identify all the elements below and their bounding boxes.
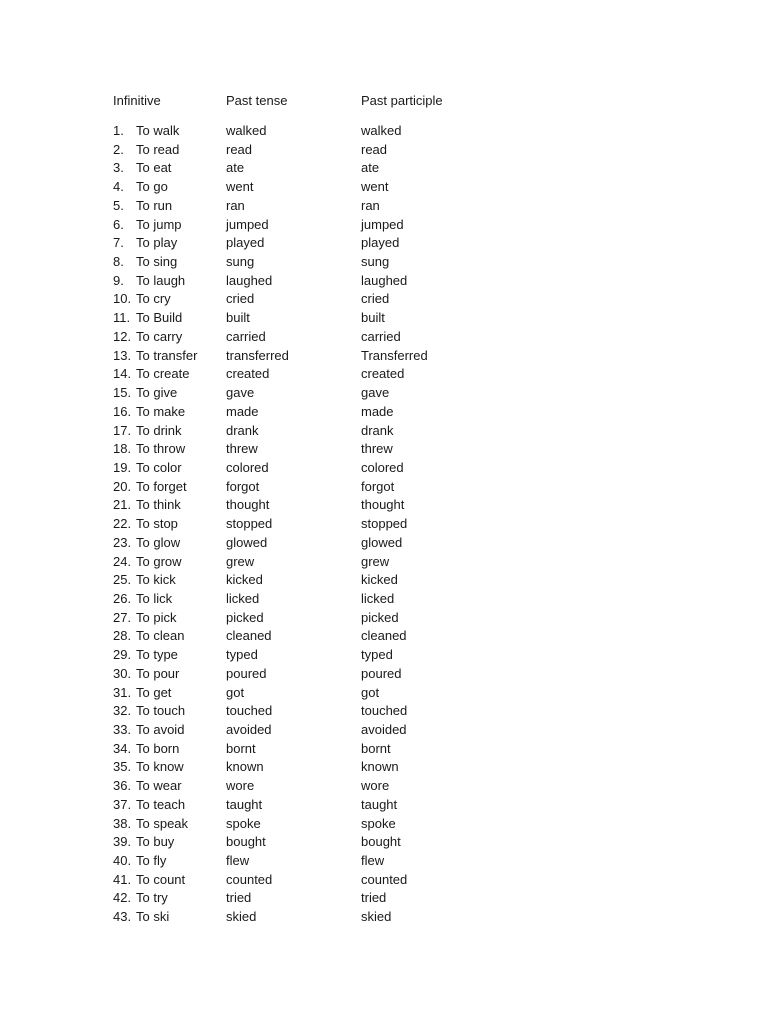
row-number: 15.: [113, 385, 132, 401]
table-row: [113, 590, 513, 609]
infinitive-cell: To drink: [136, 422, 182, 438]
table-row: [113, 889, 513, 908]
infinitive-cell: To grow: [136, 553, 182, 569]
table-row: [113, 908, 513, 927]
table-row: [113, 815, 513, 834]
row-number: 14.: [113, 366, 132, 382]
past-tense-cell: cried: [226, 291, 255, 307]
infinitive-cell: To buy: [136, 834, 175, 850]
table-row: [113, 328, 513, 347]
past-tense-cell: cleaned: [226, 628, 272, 644]
infinitive-cell: To jump: [136, 216, 182, 232]
table-row: [113, 440, 513, 459]
table-row: [113, 478, 513, 497]
infinitive-cell: To run: [136, 197, 173, 213]
row-number: 37.: [113, 796, 132, 812]
past-tense-cell: forgot: [226, 478, 260, 494]
row-number: 22.: [113, 516, 132, 532]
table-row: [113, 197, 513, 216]
past-tense-cell: jumped: [226, 216, 269, 232]
past-tense-cell: spoke: [226, 815, 261, 831]
row-number: 4.: [113, 179, 124, 195]
past-participle-cell: spoke: [361, 815, 396, 831]
past-participle-cell: picked: [361, 609, 399, 625]
row-number: 26.: [113, 590, 132, 606]
past-participle-cell: licked: [361, 590, 395, 606]
table-row: [113, 609, 513, 628]
past-tense-cell: touched: [226, 703, 273, 719]
header-past-tense: Past tense: [226, 93, 288, 108]
past-tense-cell: gave: [226, 385, 255, 401]
past-tense-cell: read: [226, 141, 253, 157]
table-row: [113, 553, 513, 572]
row-number: 23.: [113, 534, 132, 550]
past-participle-cell: ran: [361, 197, 380, 213]
past-participle-cell: cried: [361, 291, 390, 307]
past-tense-cell: stopped: [226, 516, 273, 532]
past-tense-cell: bought: [226, 834, 266, 850]
past-tense-cell: played: [226, 235, 265, 251]
row-number: 32.: [113, 703, 132, 719]
past-participle-cell: built: [361, 310, 385, 326]
row-number: 33.: [113, 722, 132, 737]
past-participle-cell: flew: [361, 853, 385, 869]
past-participle-cell: taught: [361, 796, 398, 812]
past-participle-cell: went: [361, 179, 389, 195]
row-number: 36.: [113, 778, 132, 794]
infinitive-cell: To create: [136, 366, 190, 382]
past-participle-cell: wore: [361, 778, 390, 794]
infinitive-cell: To get: [136, 684, 172, 700]
past-participle-cell: jumped: [361, 216, 404, 232]
infinitive-cell: To clean: [136, 628, 185, 644]
past-tense-cell: carried: [226, 328, 266, 344]
row-number: 27.: [113, 609, 132, 625]
table-row: [113, 216, 513, 235]
past-participle-cell: cleaned: [361, 628, 407, 644]
past-tense-cell: built: [226, 310, 250, 326]
past-tense-cell: flew: [226, 853, 250, 869]
infinitive-cell: To throw: [136, 441, 186, 457]
table-row: [113, 777, 513, 796]
past-tense-cell: sung: [226, 254, 255, 270]
infinitive-cell: To laugh: [136, 272, 186, 288]
past-tense-cell: kicked: [226, 572, 263, 588]
table-row: [113, 833, 513, 852]
past-participle-cell: avoided: [361, 722, 407, 737]
table-row: [113, 496, 513, 515]
table-row: [113, 234, 513, 253]
past-participle-cell: created: [361, 366, 405, 382]
past-tense-cell: got: [226, 684, 245, 700]
row-number: 18.: [113, 441, 132, 457]
row-number: 42.: [113, 890, 132, 906]
past-participle-cell: known: [361, 759, 399, 775]
past-participle-cell: walked: [361, 123, 402, 138]
row-number: 38.: [113, 815, 132, 831]
infinitive-cell: To pick: [136, 609, 177, 625]
row-number: 19.: [113, 459, 132, 475]
infinitive-cell: To pour: [136, 665, 180, 681]
past-tense-cell: poured: [226, 665, 267, 681]
past-tense-cell: threw: [226, 441, 258, 457]
infinitive-cell: To avoid: [136, 722, 185, 737]
infinitive-cell: To give: [136, 385, 178, 401]
past-participle-cell: Transferred: [361, 347, 428, 363]
past-tense-cell: ran: [226, 197, 245, 213]
infinitive-cell: To touch: [136, 703, 186, 719]
row-number: 11.: [113, 310, 131, 326]
row-number: 43.: [113, 909, 132, 925]
past-tense-cell: counted: [226, 871, 273, 887]
row-number: 21.: [113, 497, 132, 513]
table-row: [113, 646, 513, 665]
past-participle-cell: laughed: [361, 272, 408, 288]
past-tense-cell: glowed: [226, 534, 268, 550]
past-tense-cell: colored: [226, 459, 269, 475]
row-number: 17.: [113, 422, 132, 438]
row-number: 24.: [113, 553, 132, 569]
infinitive-cell: To glow: [136, 534, 181, 550]
past-tense-cell: typed: [226, 647, 258, 663]
row-number: 3.: [113, 160, 124, 176]
past-tense-cell: picked: [226, 609, 264, 625]
infinitive-cell: To think: [136, 497, 181, 513]
infinitive-cell: To ski: [136, 909, 170, 925]
table-row: [113, 852, 513, 871]
infinitive-cell: To color: [136, 459, 182, 475]
infinitive-cell: To eat: [136, 160, 172, 176]
past-participle-cell: played: [361, 235, 400, 251]
past-participle-cell: thought: [361, 497, 405, 513]
past-participle-cell: drank: [361, 422, 394, 438]
infinitive-cell: To Build: [136, 310, 183, 326]
infinitive-cell: To read: [136, 141, 180, 157]
infinitive-cell: To transfer: [136, 347, 198, 363]
infinitive-cell: To stop: [136, 516, 178, 532]
row-number: 13.: [113, 347, 132, 363]
past-participle-cell: colored: [361, 459, 404, 475]
table-row: [113, 684, 513, 703]
infinitive-cell: To lick: [136, 590, 173, 606]
past-participle-cell: carried: [361, 328, 401, 344]
infinitive-cell: To cry: [136, 291, 171, 307]
row-number: 41.: [113, 871, 132, 887]
table-row: [113, 384, 513, 403]
row-number: 34.: [113, 740, 132, 756]
past-tense-cell: bornt: [226, 740, 256, 756]
table-row: [113, 571, 513, 590]
row-number: 10.: [113, 291, 132, 307]
table-row: [113, 422, 513, 441]
past-tense-cell: walked: [226, 123, 267, 138]
table-row: [113, 721, 513, 740]
infinitive-cell: To sing: [136, 254, 178, 270]
row-number: 40.: [113, 853, 132, 869]
table-row: [113, 178, 513, 197]
table-row: [113, 534, 513, 553]
past-tense-cell: thought: [226, 497, 270, 513]
row-number: 5.: [113, 197, 124, 213]
row-number: 6.: [113, 216, 124, 232]
past-participle-cell: threw: [361, 441, 393, 457]
table-row: [113, 627, 513, 646]
infinitive-cell: To count: [136, 871, 186, 887]
table-row: [113, 515, 513, 534]
table-row: [113, 272, 513, 291]
past-participle-cell: gave: [361, 385, 390, 401]
row-number: 39.: [113, 834, 132, 850]
infinitive-cell: To wear: [136, 778, 182, 794]
infinitive-cell: To try: [136, 890, 168, 906]
infinitive-cell: To speak: [136, 815, 189, 831]
table-row: [113, 871, 513, 890]
past-participle-cell: read: [361, 141, 388, 157]
row-number: 1.: [113, 123, 124, 138]
past-tense-cell: transferred: [226, 347, 289, 363]
infinitive-cell: To walk: [136, 123, 180, 138]
row-number: 30.: [113, 665, 132, 681]
past-participle-cell: grew: [361, 553, 390, 569]
header-infinitive: Infinitive: [113, 93, 161, 108]
table-row: [113, 309, 513, 328]
past-tense-cell: avoided: [226, 722, 272, 737]
past-tense-cell: known: [226, 759, 264, 775]
infinitive-cell: To play: [136, 235, 178, 251]
verb-list: [113, 122, 513, 927]
infinitive-cell: To teach: [136, 796, 186, 812]
past-participle-cell: counted: [361, 871, 408, 887]
infinitive-cell: To born: [136, 740, 180, 756]
table-row: [113, 459, 513, 478]
infinitive-cell: To make: [136, 403, 186, 419]
table-row: [113, 702, 513, 721]
row-number: 25.: [113, 572, 132, 588]
infinitive-cell: To go: [136, 179, 168, 195]
past-participle-cell: glowed: [361, 534, 403, 550]
past-participle-cell: bornt: [361, 740, 391, 756]
past-tense-cell: laughed: [226, 272, 273, 288]
past-participle-cell: forgot: [361, 478, 395, 494]
table-row: [113, 758, 513, 777]
row-number: 2.: [113, 141, 124, 157]
header-past-participle: Past participle: [361, 93, 443, 108]
row-number: 31.: [113, 684, 132, 700]
table-row: [113, 403, 513, 422]
row-number: 35.: [113, 759, 132, 775]
infinitive-cell: To forget: [136, 478, 187, 494]
past-participle-cell: tried: [361, 890, 387, 906]
row-number: 29.: [113, 647, 132, 663]
past-tense-cell: went: [226, 179, 254, 195]
past-tense-cell: licked: [226, 590, 260, 606]
past-tense-cell: ate: [226, 160, 245, 176]
infinitive-cell: To type: [136, 647, 178, 663]
row-number: 8.: [113, 254, 124, 270]
past-tense-cell: made: [226, 403, 259, 419]
infinitive-cell: To kick: [136, 572, 176, 588]
past-participle-cell: sung: [361, 254, 390, 270]
table-row: [113, 796, 513, 815]
past-tense-cell: grew: [226, 553, 255, 569]
past-tense-cell: created: [226, 366, 270, 382]
row-number: 7.: [113, 235, 124, 251]
table-row: [113, 122, 513, 141]
table-row: [113, 159, 513, 178]
past-tense-cell: skied: [226, 909, 257, 925]
table-row: [113, 740, 513, 759]
infinitive-cell: To know: [136, 759, 184, 775]
past-tense-cell: wore: [226, 778, 255, 794]
past-tense-cell: drank: [226, 422, 259, 438]
infinitive-cell: To carry: [136, 328, 183, 344]
past-participle-cell: got: [361, 684, 380, 700]
table-row: [113, 665, 513, 684]
past-participle-cell: bought: [361, 834, 401, 850]
past-participle-cell: made: [361, 403, 394, 419]
row-number: 28.: [113, 628, 132, 644]
past-participle-cell: typed: [361, 647, 393, 663]
past-participle-cell: touched: [361, 703, 408, 719]
past-participle-cell: ate: [361, 160, 380, 176]
infinitive-cell: To fly: [136, 853, 167, 869]
past-participle-cell: kicked: [361, 572, 398, 588]
table-row: [113, 347, 513, 366]
past-tense-cell: tried: [226, 890, 252, 906]
table-header: [113, 93, 513, 111]
table-row: [113, 290, 513, 309]
row-number: 16.: [113, 403, 132, 419]
table-row: [113, 365, 513, 384]
table-row: [113, 141, 513, 160]
row-number: 12.: [113, 328, 132, 344]
past-tense-cell: taught: [226, 796, 263, 812]
past-participle-cell: stopped: [361, 516, 408, 532]
row-number: 9.: [113, 272, 124, 288]
past-participle-cell: poured: [361, 665, 402, 681]
row-number: 20.: [113, 478, 132, 494]
past-participle-cell: skied: [361, 909, 392, 925]
table-row: [113, 253, 513, 272]
